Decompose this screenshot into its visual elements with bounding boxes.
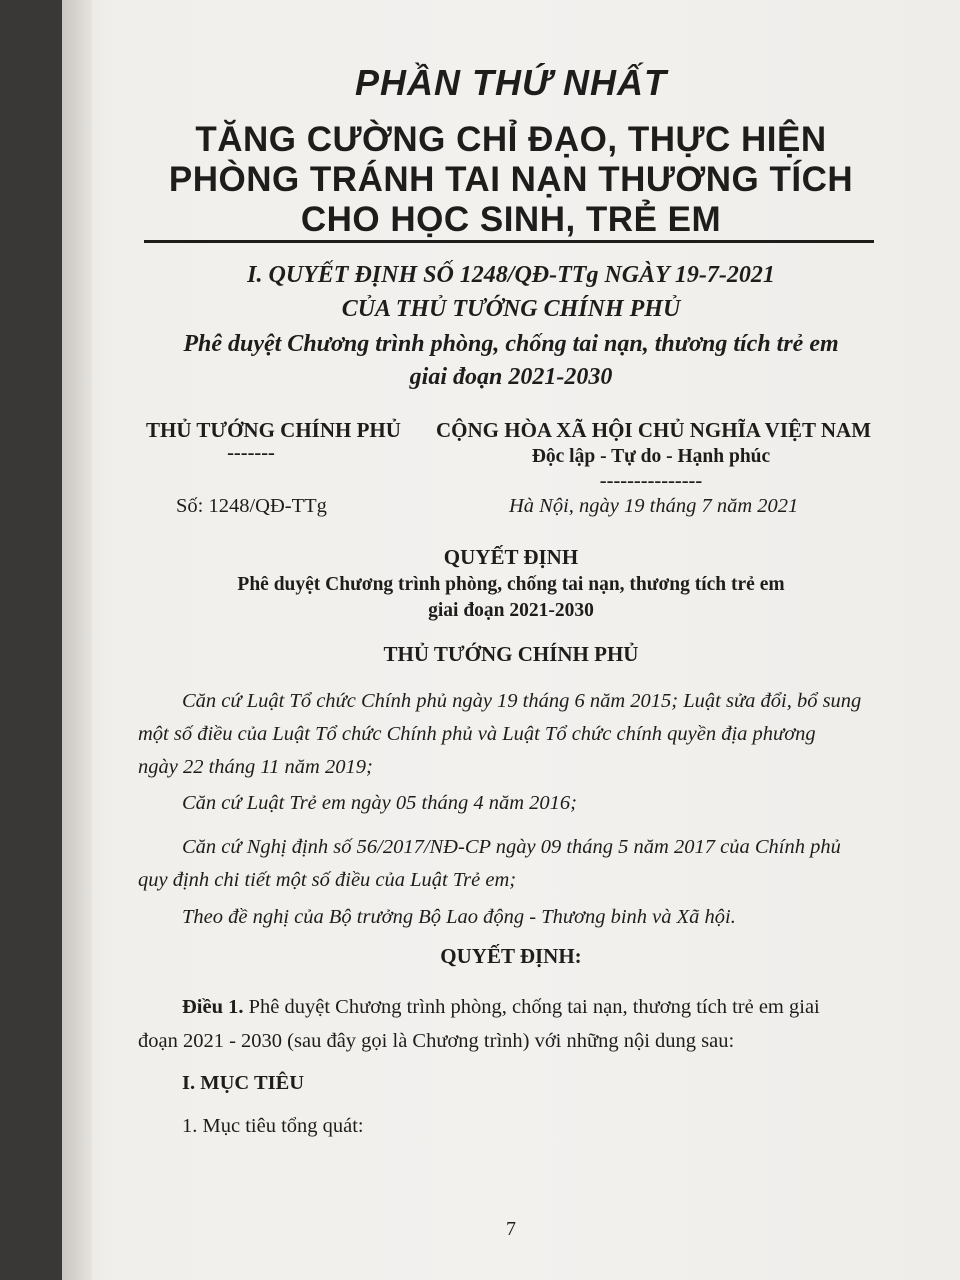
decision-subject-line-1: Phê duyệt Chương trình phòng, chống tai nạn, thương tích trẻ em xyxy=(237,574,785,595)
decides-heading: QUYẾT ĐỊNH: xyxy=(440,944,582,968)
decision-title: QUYẾT ĐỊNH xyxy=(443,545,579,569)
authority-heading: THỦ TƯỚNG CHÍNH PHỦ xyxy=(383,642,639,666)
decision-heading-line-1: I. QUYẾT ĐỊNH SỐ 1248/QĐ-TTg NGÀY 19-7-2021 xyxy=(247,262,775,288)
preamble-line: quy định chi tiết một số điều của Luật Trẻ em; xyxy=(138,869,517,891)
preamble-line: Căn cứ Nghị định số 56/2017/NĐ-CP ngày 09 tháng 5 năm 2017 của Chính phủ xyxy=(182,836,841,858)
national-motto: Độc lập - Tự do - Hạnh phúc xyxy=(531,446,771,467)
preamble-line: Căn cứ Luật Trẻ em ngày 05 tháng 4 năm 2016; xyxy=(182,792,577,814)
decision-heading-line-4: giai đoạn 2021-2030 xyxy=(409,364,613,390)
article-1 xyxy=(138,992,898,1056)
book-page xyxy=(62,0,960,1280)
preamble-proposal xyxy=(138,902,942,932)
preamble-line: Căn cứ Luật Tổ chức Chính phủ ngày 19 tháng 6 năm 2015; Luật sửa đổi, bổ sung xyxy=(182,690,862,712)
country-name: CỘNG HÒA XÃ HỘI CHỦ NGHĨA VIỆT NAM xyxy=(436,418,872,442)
article-text: Phê duyệt Chương trình phòng, chống tai nạn, thương tích trẻ em giai xyxy=(248,996,820,1018)
section-title-line-1: TĂNG CƯỜNG CHỈ ĐẠO, THỰC HIỆN xyxy=(195,120,827,159)
issuer-dash: ------- xyxy=(227,442,275,464)
issuer-name: THỦ TƯỚNG CHÍNH PHỦ xyxy=(146,418,401,442)
page-number: 7 xyxy=(506,1218,516,1240)
preamble-line: một số điều của Luật Tổ chức Chính phủ và Luật Tổ chức chính quyền địa phương xyxy=(138,723,816,745)
preamble-law-children xyxy=(138,788,942,818)
preamble-law-government xyxy=(138,686,898,782)
decision-heading-line-3: Phê duyệt Chương trình phòng, chống tai nạn, thương tích trẻ em xyxy=(183,331,839,357)
issue-date: Hà Nội, ngày 19 tháng 7 năm 2021 xyxy=(509,495,799,517)
preamble-line: Theo đề nghị của Bộ trưởng Bộ Lao động - Thương binh và Xã hội. xyxy=(182,906,736,928)
title-underline xyxy=(144,240,874,243)
preamble-decree xyxy=(138,832,898,895)
section-heading-objectives: I. MỤC TIÊU xyxy=(182,1072,305,1094)
part-heading: PHẦN THỨ NHẤT xyxy=(354,62,668,103)
motto-dash: --------------- xyxy=(599,470,703,492)
article-label: Điều 1. xyxy=(182,996,244,1018)
general-objective-item: 1. Mục tiêu tổng quát: xyxy=(182,1115,364,1137)
preamble-line: ngày 22 tháng 11 năm 2019; xyxy=(138,756,373,778)
document-number: Số: 1248/QĐ-TTg xyxy=(176,495,327,517)
article-text: đoạn 2021 - 2030 (sau đây gọi là Chương trình) với những nội dung sau: xyxy=(138,1030,735,1052)
decision-subject-line-2: giai đoạn 2021-2030 xyxy=(428,600,594,621)
section-title-line-2: PHÒNG TRÁNH TAI NẠN THƯƠNG TÍCH xyxy=(168,160,854,199)
section-title-line-3: CHO HỌC SINH, TRẺ EM xyxy=(300,200,722,239)
decision-heading-line-2: CỦA THỦ TƯỚNG CHÍNH PHỦ xyxy=(341,296,681,322)
